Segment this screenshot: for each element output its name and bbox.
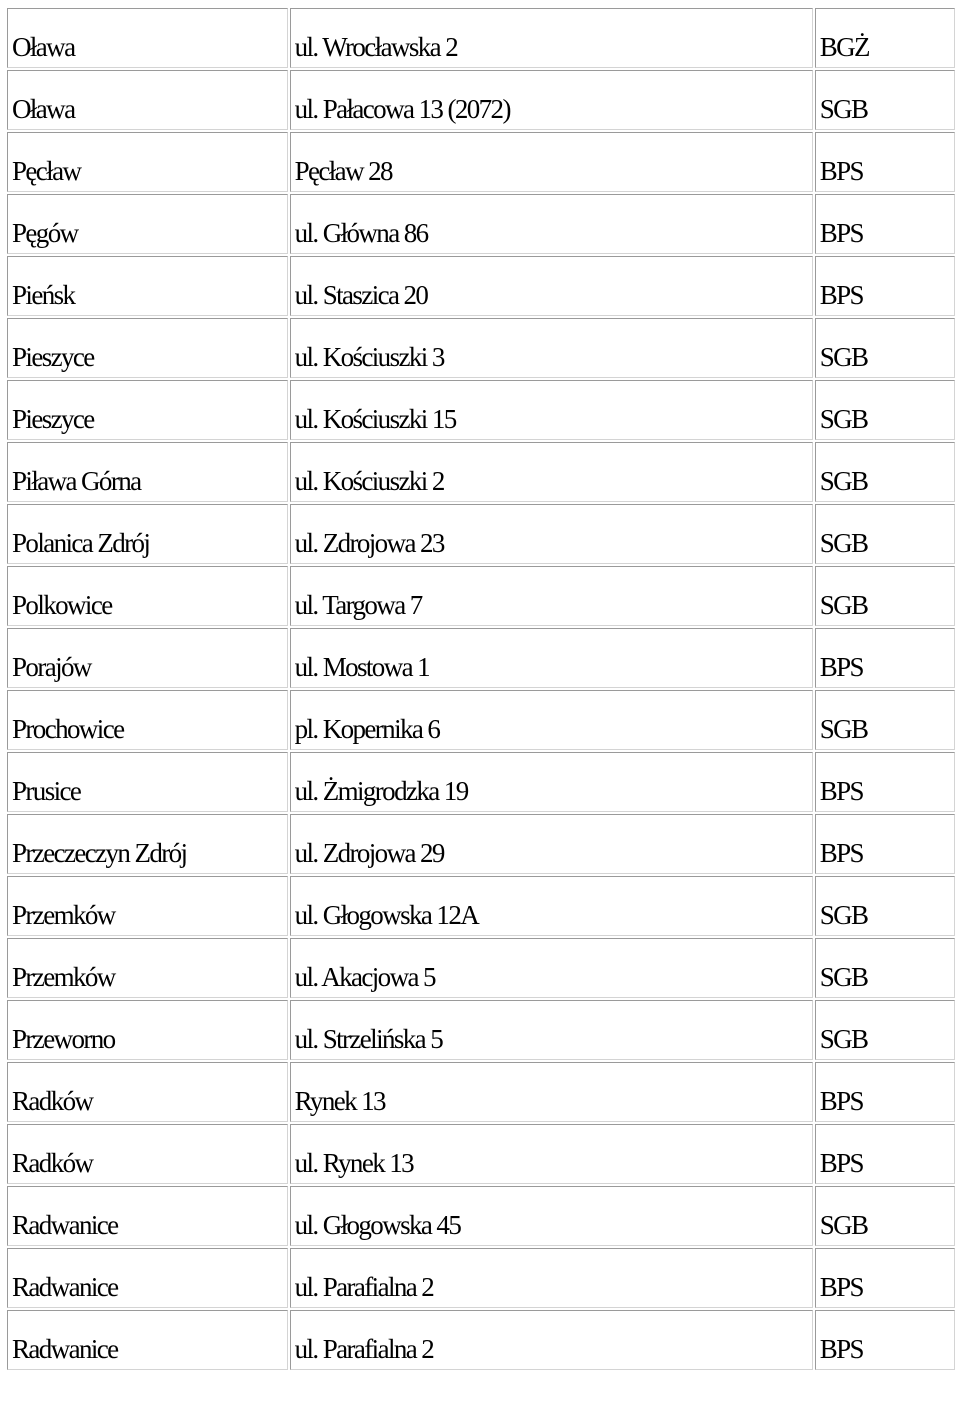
cell-address: [290, 1124, 813, 1184]
city-text: Radwanice: [12, 1334, 118, 1364]
city-text: Przemków: [12, 900, 115, 930]
city-text: Prochowice: [12, 714, 124, 744]
address-text: ul. Kościuszki 3: [294, 342, 444, 372]
cell-bank: [815, 876, 955, 936]
cell-address: [290, 752, 813, 812]
cell-city: [7, 690, 288, 750]
cell-city: [7, 70, 288, 130]
cell-address: [290, 1248, 813, 1308]
city-text: Oława: [12, 94, 75, 124]
cell-bank: [815, 70, 955, 130]
table-row: [7, 814, 955, 874]
table-row: [7, 1310, 955, 1370]
cell-address: [290, 876, 813, 936]
cell-address: [290, 628, 813, 688]
table-row: [7, 8, 955, 68]
bank-text: SGB: [819, 1210, 868, 1240]
cell-address: [290, 256, 813, 316]
cell-bank: [815, 504, 955, 564]
cell-bank: [815, 442, 955, 502]
address-text: pl. Kopernika 6: [294, 714, 440, 744]
city-text: Pęgów: [12, 218, 78, 248]
bank-text: SGB: [819, 466, 868, 496]
cell-bank: [815, 1248, 955, 1308]
cell-bank: [815, 814, 955, 874]
cell-bank: [815, 690, 955, 750]
address-text: ul. Kościuszki 2: [294, 466, 444, 496]
cell-city: [7, 752, 288, 812]
bank-text: BPS: [819, 776, 863, 806]
branch-table: [5, 6, 957, 1372]
cell-bank: [815, 256, 955, 316]
address-text: ul. Parafialna 2: [294, 1272, 434, 1302]
cell-city: [7, 194, 288, 254]
city-text: Radwanice: [12, 1210, 118, 1240]
cell-bank: [815, 1310, 955, 1370]
bank-text: SGB: [819, 962, 868, 992]
address-text: ul. Staszica 20: [294, 280, 428, 310]
cell-address: [290, 1062, 813, 1122]
table-row: [7, 628, 955, 688]
address-text: ul. Zdrojowa 23: [294, 528, 444, 558]
cell-bank: [815, 1186, 955, 1246]
bank-text: SGB: [819, 94, 868, 124]
cell-bank: [815, 1000, 955, 1060]
table-row: [7, 194, 955, 254]
city-text: Polkowice: [12, 590, 112, 620]
cell-bank: [815, 752, 955, 812]
city-text: Przeczeczyn Zdrój: [12, 838, 187, 868]
address-text: ul. Akacjowa 5: [294, 962, 435, 992]
cell-city: [7, 318, 288, 378]
city-text: Pęcław: [12, 156, 81, 186]
city-text: Radków: [12, 1148, 93, 1178]
cell-city: [7, 1000, 288, 1060]
cell-address: [290, 566, 813, 626]
cell-address: [290, 8, 813, 68]
bank-text: BPS: [819, 156, 863, 186]
cell-city: [7, 814, 288, 874]
cell-city: [7, 1248, 288, 1308]
table-row: [7, 690, 955, 750]
address-text: Rynek 13: [294, 1086, 385, 1116]
city-text: Przemków: [12, 962, 115, 992]
address-text: ul. Głogowska 45: [294, 1210, 461, 1240]
city-text: Przeworno: [12, 1024, 115, 1054]
cell-bank: [815, 318, 955, 378]
bank-text: BPS: [819, 1272, 863, 1302]
bank-text: SGB: [819, 342, 868, 372]
cell-city: [7, 628, 288, 688]
bank-text: BPS: [819, 1334, 863, 1364]
bank-text: SGB: [819, 714, 868, 744]
cell-city: [7, 1186, 288, 1246]
table-row: [7, 566, 955, 626]
cell-address: [290, 318, 813, 378]
cell-city: [7, 132, 288, 192]
bank-text: SGB: [819, 528, 868, 558]
cell-city: [7, 1062, 288, 1122]
cell-city: [7, 380, 288, 440]
branch-table-body: [7, 8, 955, 1370]
cell-address: [290, 504, 813, 564]
city-text: Piława Górna: [12, 466, 141, 496]
address-text: ul. Wrocławska 2: [294, 32, 458, 62]
document-page: [5, 6, 957, 1372]
bank-text: SGB: [819, 1024, 868, 1054]
table-row: [7, 1124, 955, 1184]
bank-text: SGB: [819, 900, 868, 930]
table-row: [7, 1000, 955, 1060]
bank-text: BPS: [819, 1086, 863, 1116]
cell-city: [7, 442, 288, 502]
bank-text: BPS: [819, 652, 863, 682]
address-text: ul. Parafialna 2: [294, 1334, 434, 1364]
address-text: ul. Targowa 7: [294, 590, 422, 620]
table-row: [7, 256, 955, 316]
cell-city: [7, 256, 288, 316]
cell-address: [290, 132, 813, 192]
table-row: [7, 1186, 955, 1246]
address-text: ul. Zdrojowa 29: [294, 838, 444, 868]
city-text: Radwanice: [12, 1272, 118, 1302]
city-text: Prusice: [12, 776, 81, 806]
address-text: ul. Mostowa 1: [294, 652, 430, 682]
address-text: Pęcław 28: [294, 156, 392, 186]
table-row: [7, 70, 955, 130]
cell-address: [290, 1310, 813, 1370]
address-text: ul. Główna 86: [294, 218, 428, 248]
table-row: [7, 752, 955, 812]
bank-text: SGB: [819, 404, 868, 434]
city-text: Pieszyce: [12, 404, 94, 434]
bank-text: BPS: [819, 218, 863, 248]
table-row: [7, 1248, 955, 1308]
cell-city: [7, 1310, 288, 1370]
table-row: [7, 938, 955, 998]
cell-address: [290, 380, 813, 440]
cell-address: [290, 690, 813, 750]
table-row: [7, 504, 955, 564]
cell-address: [290, 442, 813, 502]
city-text: Porajów: [12, 652, 91, 682]
city-text: Polanica Zdrój: [12, 528, 150, 558]
address-text: ul. Kościuszki 15: [294, 404, 456, 434]
address-text: ul. Głogowska 12A: [294, 900, 479, 930]
cell-address: [290, 70, 813, 130]
cell-address: [290, 194, 813, 254]
cell-address: [290, 1000, 813, 1060]
table-row: [7, 318, 955, 378]
cell-bank: [815, 380, 955, 440]
address-text: ul. Żmigrodzka 19: [294, 776, 468, 806]
cell-city: [7, 938, 288, 998]
city-text: Pieńsk: [12, 280, 75, 310]
cell-city: [7, 504, 288, 564]
city-text: Pieszyce: [12, 342, 94, 372]
bank-text: BPS: [819, 280, 863, 310]
cell-city: [7, 8, 288, 68]
address-text: ul. Pałacowa 13 (2072): [294, 94, 510, 124]
cell-city: [7, 876, 288, 936]
table-row: [7, 1062, 955, 1122]
address-text: ul. Rynek 13: [294, 1148, 414, 1178]
cell-bank: [815, 1062, 955, 1122]
bank-text: SGB: [819, 590, 868, 620]
address-text: ul. Strzelińska 5: [294, 1024, 443, 1054]
cell-city: [7, 1124, 288, 1184]
bank-text: BGŻ: [819, 32, 869, 62]
cell-bank: [815, 194, 955, 254]
cell-address: [290, 938, 813, 998]
cell-address: [290, 814, 813, 874]
cell-address: [290, 1186, 813, 1246]
cell-bank: [815, 566, 955, 626]
cell-bank: [815, 628, 955, 688]
city-text: Radków: [12, 1086, 93, 1116]
cell-bank: [815, 1124, 955, 1184]
table-row: [7, 876, 955, 936]
cell-bank: [815, 132, 955, 192]
bank-text: BPS: [819, 838, 863, 868]
table-row: [7, 132, 955, 192]
table-row: [7, 442, 955, 502]
bank-text: BPS: [819, 1148, 863, 1178]
city-text: Oława: [12, 32, 75, 62]
cell-bank: [815, 8, 955, 68]
cell-bank: [815, 938, 955, 998]
cell-city: [7, 566, 288, 626]
table-row: [7, 380, 955, 440]
